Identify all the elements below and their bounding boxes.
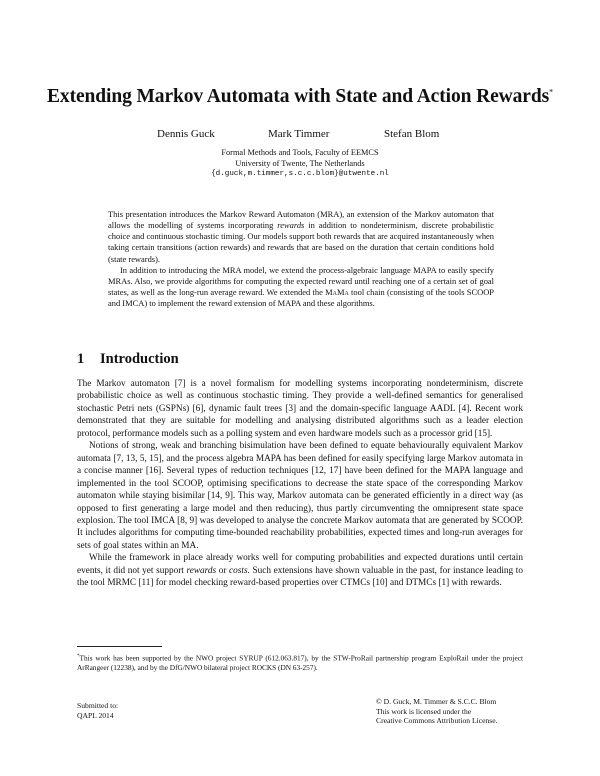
footnote-text: This work has been supported by the NWO project SYRUP (612.063.817), by the STW-ProRail partnership program ExploRail under the project ArRangeer (12238), and by the DfG/NWO bilateral project ROCKS (DN 63-257). (77, 653, 523, 672)
body-paragraph-1: The Markov automaton [7] is a novel formalism for modelling systems incorporating nondeterminism, discrete probabilistic choice as well as continuous stochastic timing. They provide a well-defined semantics for generalised stochastic Petri nets (GSPNs) [6], dynamic fault trees [3] and the domain-specific language AADL [4]. Recent work demonstrated that they are suitable for modelling and analysing distributed algorithms such as a leader election protocol, performance models such as a polling system and even hardware models such as a processor grid [15]. (77, 379, 523, 439)
section-number: 1 (77, 351, 85, 367)
abstract-paragraph-2: In addition to introducing the MRA model, we extend the process-algebraic language MAPA to easily specify MRAs. Also, we provide algorithms for computing the expected reward until reaching one of a certain set of goal states, as well as the long-run average reward. We extended the MaMa tool chain (consisting of the tools SCOOP and IMCA) to implement the reward extension of MAPA and these algorithms. (108, 264, 494, 309)
body-paragraph-3: While the framework in place already works well for computing probabilities and expected durations until certain events, it did not yet support rewards or costs. Such extensions have shown valuable in the past, for instance leading to the tool MRMC [11] for model checking reward-based properties over CTMCs [10] and DTMCs [1] with rewards. (77, 553, 523, 589)
section-title: Introduction (100, 351, 179, 367)
body-text (77, 378, 523, 590)
footnote-mark: * (77, 654, 80, 659)
title-footnote-mark: * (549, 87, 553, 97)
footnote-rule (77, 646, 162, 647)
license-line-2: Creative Commons Attribution License. (376, 716, 498, 726)
author-2: Mark Timmer (268, 128, 330, 140)
venue-line-1: Submitted to: (77, 701, 119, 710)
license-line-1: This work is licensed under the (376, 706, 472, 716)
author-3: Stefan Blom (384, 128, 440, 140)
copyright-block (376, 697, 497, 726)
paper-title (0, 86, 600, 108)
venue-line-2: QAPL 2014 (77, 710, 114, 720)
venue-info (77, 701, 118, 720)
abstract-paragraph-1: This presentation introduces the Markov Reward Automaton (MRA), an extension of the Markov automaton that allows the modelling of systems incorporating rewards in addition to nondeterminism, discrete probabilistic choice and continuous stochastic timing. Our models support both rewards that are acquired instantaneously when taking certain transitions (action rewards) and rewards that are based on the duration that certain conditions hold (state rewards). (108, 209, 494, 264)
author-email: {d.guck,m.timmer,s.c.c.blom}@utwente.nl (211, 170, 389, 178)
title-text: Extending Markov Automata with State and Action Rewards (47, 86, 550, 107)
affiliation-line-1: Formal Methods and Tools, Faculty of EEMCS (221, 148, 379, 157)
body-paragraph-2: Notions of strong, weak and branching bisimulation have been defined to equate behaviourally equivalent Markov automata [7, 13, 5, 15], and the process algebra MAPA has been defined for easily specifying large Markov automata in a concise manner [16]. Several types of reduction techniques [12, 17] have been defined for the MAPA language and implemented in the tool SCOOP, optimising specifications to decrease the state space of the corresponding Markov automaton while staying bisimilar [14, 9]. This way, Markov automata can be generated efficiently in a direct way (as opposed to first generating a large model and then reducing), thus partly circumventing the omnipresent state space explosion. The tool IMCA [8, 9] was developed to analyse the concrete Markov automata that are generated by SCOOP. It includes algorithms for computing time-bounded reachability probabilities, expected times and long-run averages for sets of goal states within an MA. (77, 441, 523, 551)
copyright-line: © D. Guck, M. Timmer & S.C.C. Blom (376, 697, 497, 706)
abstract (108, 209, 494, 309)
author-1: Dennis Guck (157, 128, 215, 140)
footnote (77, 652, 523, 672)
section-heading (77, 351, 179, 368)
affiliation-line-2: University of Twente, The Netherlands (235, 158, 365, 168)
